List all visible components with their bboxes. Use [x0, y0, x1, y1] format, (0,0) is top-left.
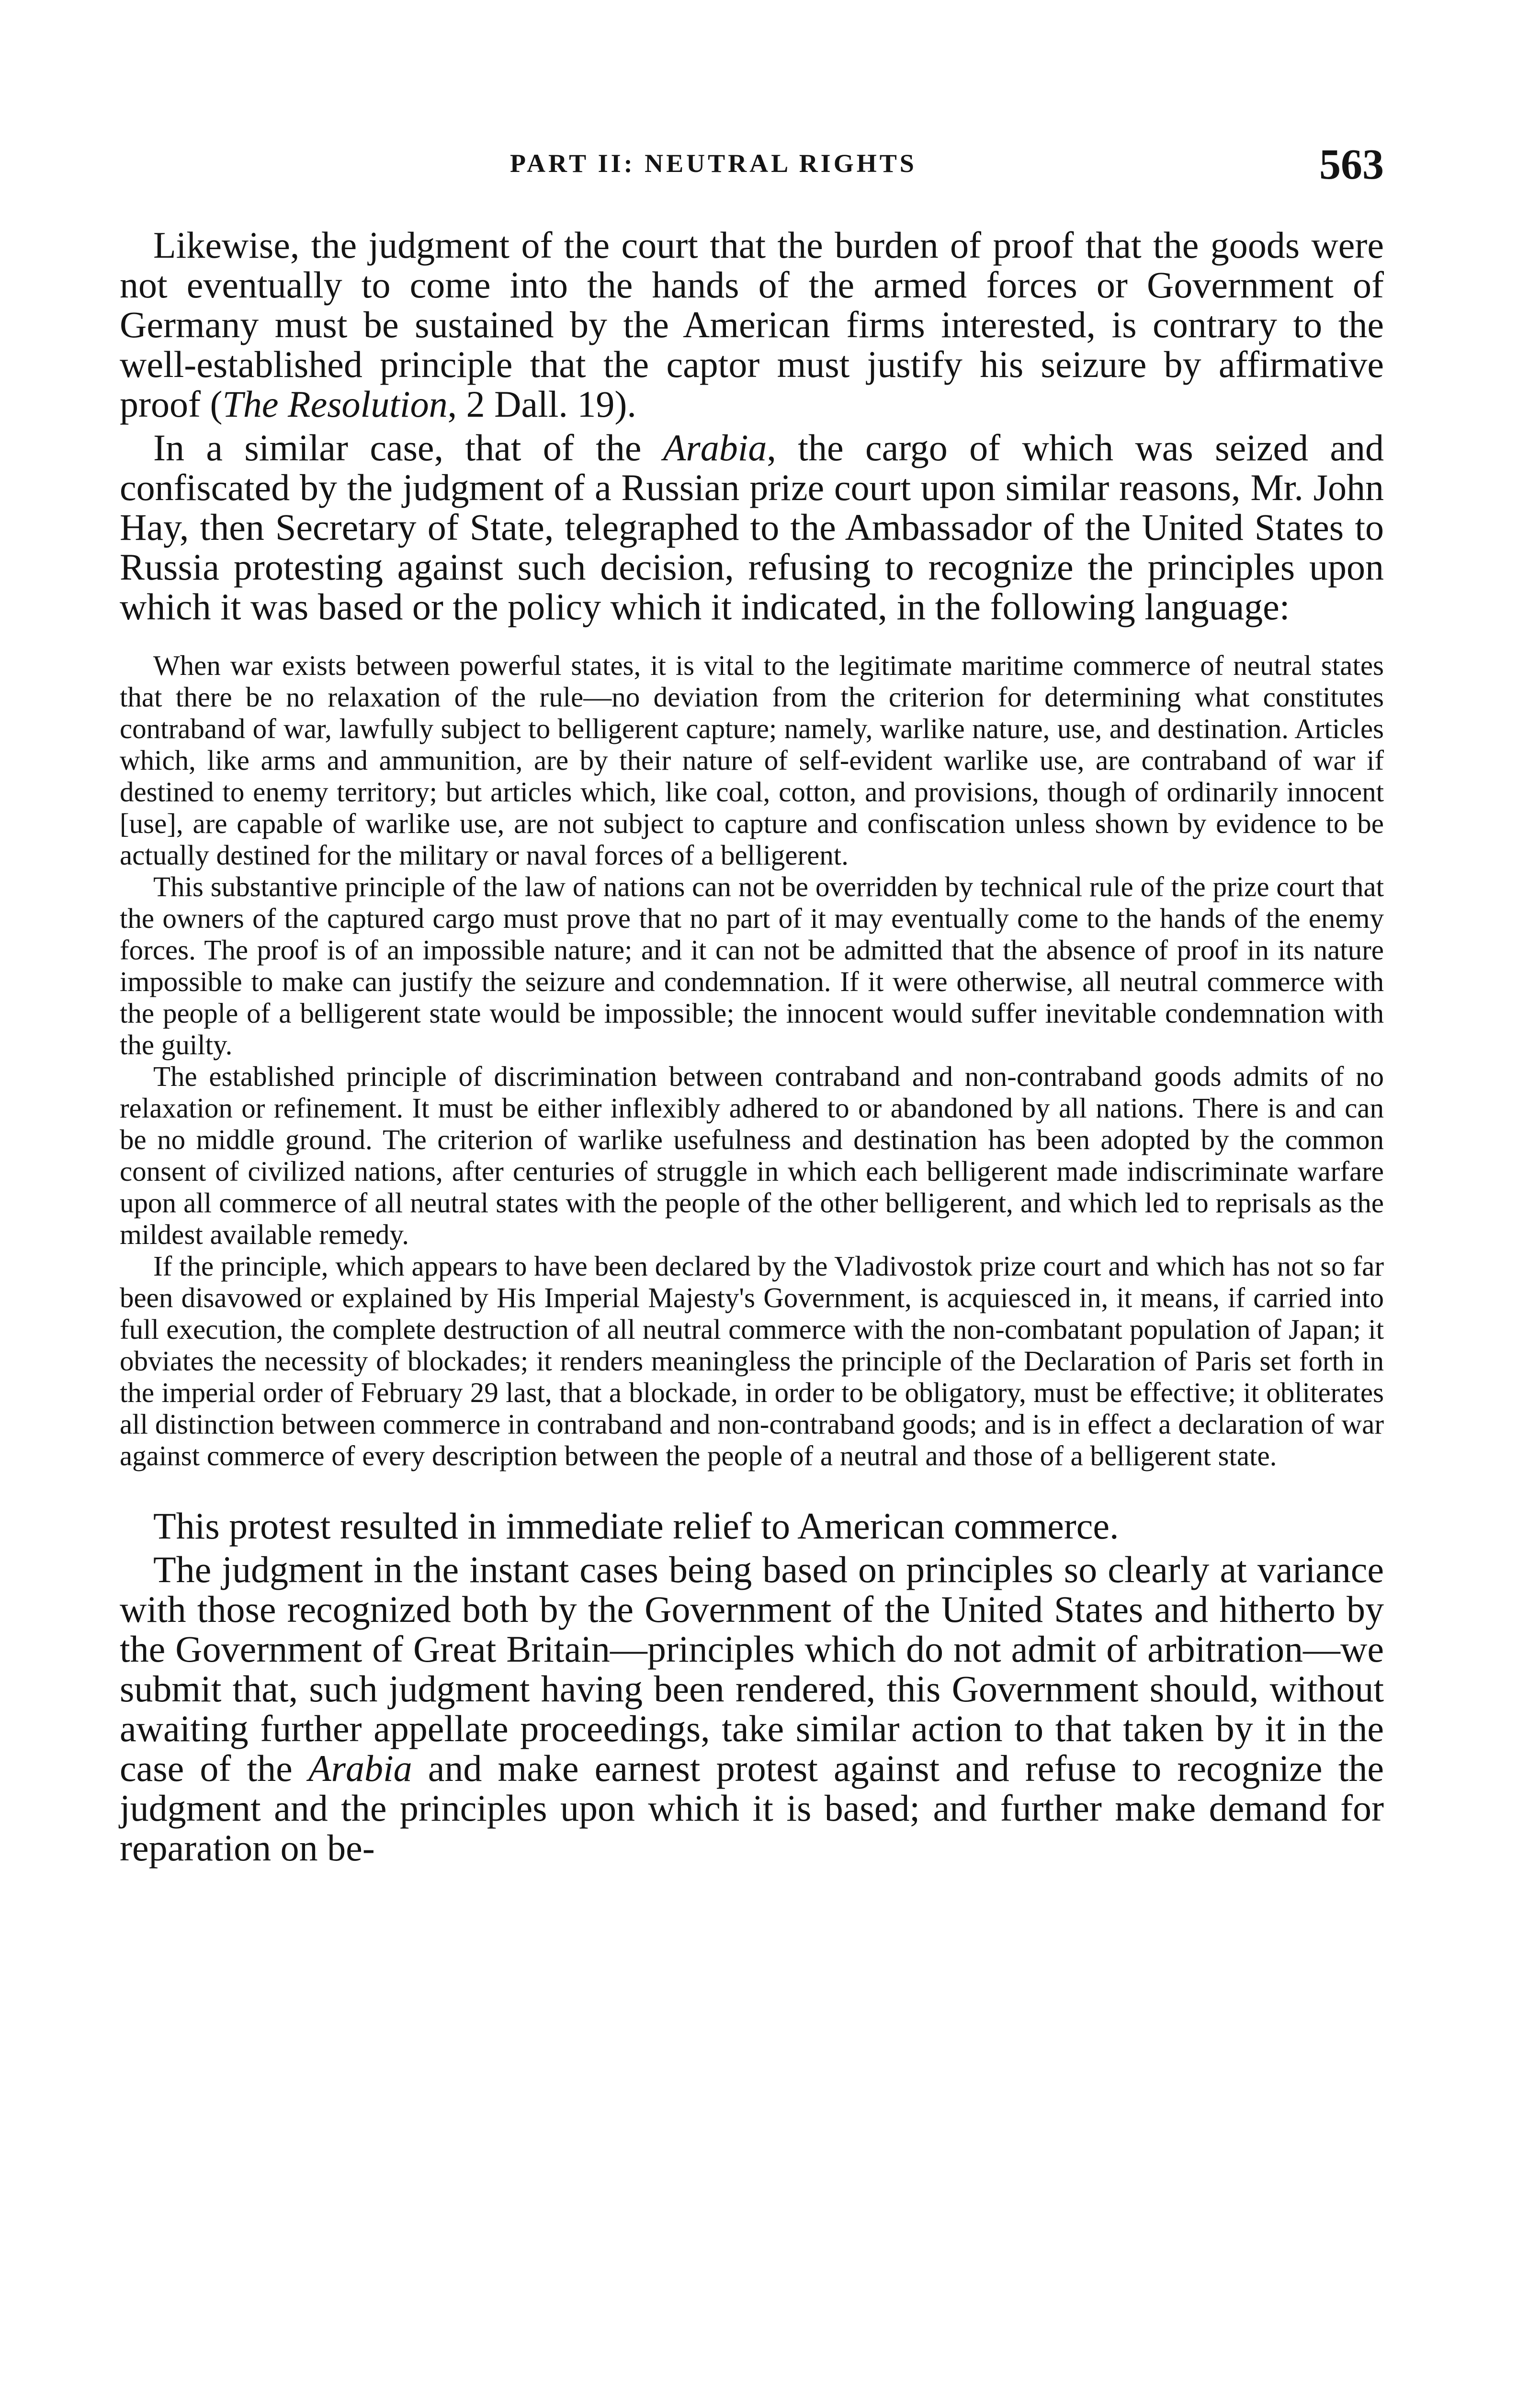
paragraph-text: This protest resulted in immediate relief to American commerce.	[153, 1505, 1119, 1547]
page-number: 563	[1319, 141, 1384, 188]
quote-paragraph: The established principle of discrimination between contraband and non-contraband goods admits of no relaxation or refinement. It must be either inflexibly adhered to or abandoned by all nations. There is and can be no middle ground. The criterion of warlike usefulness and destination has been adopted by the common consent of civilized nations, after centuries of struggle in which each belligerent made indiscriminate warfare upon all commerce of all neutral states with the people of the other belligerent, and which led to reprisals as the mildest available remedy.	[120, 1061, 1384, 1250]
body-text	[120, 225, 1384, 1871]
paragraph-text: , 2 Dall. 19).	[447, 383, 636, 425]
quote-paragraph: If the principle, which appears to have been declared by the Vladivostok prize court and which has not so far been disavowed or explained by His Imperial Majesty's Government, is acquiesced in, it means, if carried into full execution, the complete destruction of all neutral commerce with the non-combatant population of Japan; it obviates the necessity of blockades; it renders meaningless the principle of the Declaration of Paris set forth in the imperial order of February 29 last, that a blockade, in order to be obligatory, must be effective; it obliterates all distinction between commerce in contraband and non-contraband goods; and is in effect a declaration of war against commerce of every description between the people of a neutral and those of a belligerent state.	[120, 1250, 1384, 1471]
paragraph-text: In a similar case, that of the	[153, 427, 663, 468]
paragraph-text: Likewise, the judgment of the court that the burden of proof that the goods were not eventually to come into the hands of the armed forces or Government of Germany must be sustained by the American firms interested, is contrary to the well-established principle that the captor must justify his seizure by affirmative proof (	[120, 224, 1384, 425]
paragraph-text: , the cargo of which was seized and confiscated by the judgment of a Russian prize court upon similar reasons, Mr. John Hay, then Secretary of State, telegraphed to the Ambassador of the United States to Russia protesting against such decision, refusing to recognize the principles upon which it was based or the policy which it indicated, in the following language:	[120, 427, 1384, 627]
quote-paragraph: This substantive principle of the law of nations can not be overridden by technical rule of the prize court that the owners of the captured cargo must prove that no part of it may eventually come to the hands of the enemy forces. The proof is of an impossible nature; and it can not be admitted that the absence of proof in its nature impossible to make can justify the seizure and condemnation. If it were otherwise, all neutral commerce with the people of a belligerent state would be impossible; the innocent would suffer inevitable condemnation with the guilty.	[120, 871, 1384, 1061]
ship-name-italic: Arabia	[308, 1747, 412, 1789]
running-head: PART II: NEUTRAL RIGHTS	[510, 149, 917, 178]
page-header	[120, 141, 1384, 201]
case-name-italic: The Resolution	[222, 383, 448, 425]
block-quote	[120, 650, 1384, 1471]
paragraph-text: The judgment in the instant cases being based on principles so clearly at variance with those recognized both by the Government of the United States and hitherto by the Government of Great Britain—principles which do not admit of arbitration—we submit that, such judgment having been rendered, this Government should, without awaiting further appellate proceedings, take similar action to that taken by it in the case of the	[120, 1549, 1384, 1789]
paragraph-protest-result	[120, 1506, 1384, 1546]
paragraph-text: and make earnest protest against and refuse to recognize the judgment and the principles upon which it is based; and further make demand for reparation on be-	[120, 1747, 1384, 1869]
ship-name-italic: Arabia	[663, 427, 767, 468]
paragraph-judgment-submission	[120, 1550, 1384, 1868]
paragraph-arabia-case	[120, 428, 1384, 627]
paragraph-burden-of-proof	[120, 225, 1384, 424]
quote-paragraph: When war exists between powerful states, it is vital to the legitimate maritime commerce of neutral states that there be no relaxation of the rule—no deviation from the criterion for determining what constitutes contraband of war, lawfully subject to belligerent capture; namely, warlike nature, use, and destination. Articles which, like arms and ammunition, are by their nature of self-evident warlike use, are contraband of war if destined to enemy territory; but articles which, like coal, cotton, and provisions, though of ordinarily innocent [use], are capable of warlike use, are not subject to capture and confiscation unless shown by evidence to be actually destined for the military or naval forces of a belligerent.	[120, 650, 1384, 871]
